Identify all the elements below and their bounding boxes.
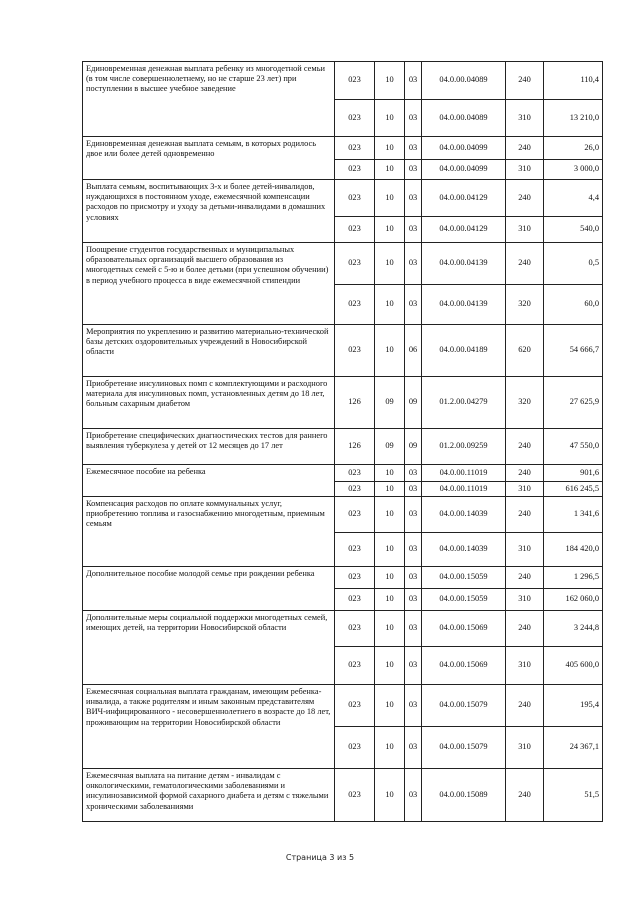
cell-sum: 51,5: [544, 769, 603, 822]
cell-podrazdel: 03: [405, 533, 422, 567]
cell-vedomstvo: 023: [335, 243, 375, 285]
table-row: [83, 325, 603, 377]
row-description-text: Ежемесячная выплата на питание детям - инвалидам с онкологическими, гематологическими заболеваниями и инсулинозависимой формой сахарного диабета и детям с тяжелыми хроническими заболеваниями: [86, 771, 329, 811]
row-description: Дополнительные меры социальной поддержки многодетных семей, имеющих детей, на территории Новосибирской области: [83, 611, 335, 685]
cell-razdel: 10: [375, 497, 405, 533]
cell-razdel: 10: [375, 482, 405, 497]
row-description: Компенсация расходов по оплате коммунальных услуг, приобретению топлива и газоснабжению многодетным, приемным семьям: [83, 497, 335, 567]
cell-vr: 240: [506, 769, 544, 822]
cell-vedomstvo: 023: [335, 611, 375, 647]
cell-podrazdel: 03: [405, 465, 422, 482]
cell-sum: 54 666,7: [544, 325, 603, 377]
cell-csr: 04.0.00.11019: [422, 482, 506, 497]
cell-vr: 240: [506, 497, 544, 533]
cell-razdel: 10: [375, 285, 405, 325]
cell-csr: 01.2.00.04279: [422, 377, 506, 429]
cell-csr: 04.0.00.15079: [422, 727, 506, 769]
row-description: Дополнительное пособие молодой семье при рождении ребенка: [83, 567, 335, 611]
cell-podrazdel: 03: [405, 727, 422, 769]
cell-vedomstvo: 023: [335, 589, 375, 611]
cell-sum: 13 210,0: [544, 100, 603, 137]
cell-csr: 04.0.00.11019: [422, 465, 506, 482]
cell-razdel: 09: [375, 429, 405, 465]
cell-sum: 3 000,0: [544, 160, 603, 180]
cell-sum: 162 060,0: [544, 589, 603, 611]
cell-csr: 04.0.00.04089: [422, 62, 506, 100]
cell-vr: 310: [506, 589, 544, 611]
row-description: Мероприятия по укреплению и развитию материально-технической базы детских оздоровительных учреждений в Новосибирской области: [83, 325, 335, 377]
cell-podrazdel: 09: [405, 429, 422, 465]
cell-vr: 240: [506, 62, 544, 100]
cell-podrazdel: 03: [405, 611, 422, 647]
table-row: [83, 180, 603, 217]
cell-podrazdel: 03: [405, 217, 422, 243]
cell-vedomstvo: 023: [335, 465, 375, 482]
table-row: [83, 769, 603, 822]
cell-csr: 04.0.00.15069: [422, 611, 506, 647]
table-row: [83, 567, 603, 589]
cell-vedomstvo: 023: [335, 533, 375, 567]
cell-vr: 240: [506, 180, 544, 217]
cell-vedomstvo: 023: [335, 137, 375, 160]
cell-vr: 240: [506, 465, 544, 482]
cell-sum: 110,4: [544, 62, 603, 100]
page-number-footer: Страница 3 из 5: [285, 853, 355, 862]
cell-podrazdel: 03: [405, 62, 422, 100]
cell-sum: 4,4: [544, 180, 603, 217]
cell-vr: 320: [506, 377, 544, 429]
table-row: [83, 377, 603, 429]
cell-sum: 901,6: [544, 465, 603, 482]
row-description: [83, 769, 335, 822]
cell-podrazdel: 03: [405, 769, 422, 822]
cell-vr: 320: [506, 285, 544, 325]
cell-vr: 310: [506, 217, 544, 243]
cell-razdel: 10: [375, 465, 405, 482]
cell-razdel: 10: [375, 769, 405, 822]
cell-csr: 04.0.00.15069: [422, 647, 506, 685]
cell-razdel: 10: [375, 243, 405, 285]
cell-vedomstvo: 023: [335, 685, 375, 727]
cell-sum: 3 244,8: [544, 611, 603, 647]
cell-vr: 310: [506, 727, 544, 769]
cell-podrazdel: 03: [405, 160, 422, 180]
cell-vedomstvo: 023: [335, 567, 375, 589]
cell-csr: 04.0.00.15089: [422, 769, 506, 822]
cell-csr: 04.0.00.04129: [422, 180, 506, 217]
cell-vedomstvo: 023: [335, 160, 375, 180]
cell-sum: 0,5: [544, 243, 603, 285]
budget-table-body: [83, 62, 603, 822]
cell-podrazdel: 03: [405, 647, 422, 685]
cell-podrazdel: 03: [405, 243, 422, 285]
cell-vedomstvo: 126: [335, 377, 375, 429]
row-description: Единовременная денежная выплата семьям, в которых родилось двое или более детей одновременно: [83, 137, 335, 180]
cell-vedomstvo: 126: [335, 429, 375, 465]
budget-table: [82, 61, 603, 822]
row-description: Выплата семьям, воспитывающих 3-х и более детей-инвалидов, нуждающихся в постоянном уходе, ежемесячной компенсации расходов по присмотру и уходу за детьми-инвалидами в домашних условиях: [83, 180, 335, 243]
cell-sum: 24 367,1: [544, 727, 603, 769]
cell-razdel: 10: [375, 589, 405, 611]
cell-razdel: 10: [375, 217, 405, 243]
cell-sum: 195,4: [544, 685, 603, 727]
table-row: [83, 137, 603, 160]
cell-vedomstvo: 023: [335, 325, 375, 377]
cell-razdel: 10: [375, 727, 405, 769]
cell-podrazdel: 03: [405, 482, 422, 497]
cell-razdel: 10: [375, 685, 405, 727]
cell-csr: 04.0.00.04139: [422, 285, 506, 325]
cell-sum: 540,0: [544, 217, 603, 243]
cell-vedomstvo: 023: [335, 482, 375, 497]
cell-sum: 405 600,0: [544, 647, 603, 685]
cell-csr: 04.0.00.15059: [422, 567, 506, 589]
cell-podrazdel: 06: [405, 325, 422, 377]
table-row: [83, 243, 603, 285]
cell-vr: 240: [506, 429, 544, 465]
row-description: Ежемесячная социальная выплата гражданам, имеющим ребенка-инвалида, а также родителям и иным законным представителям ВИЧ-инфицированного - несовершеннолетнего в возрасте до 18 лет, проживающим на территории Новосибирской области: [83, 685, 335, 769]
cell-csr: 04.0.00.15059: [422, 589, 506, 611]
cell-podrazdel: 03: [405, 180, 422, 217]
cell-csr: 04.0.00.04099: [422, 137, 506, 160]
cell-razdel: 10: [375, 137, 405, 160]
cell-podrazdel: 09: [405, 377, 422, 429]
cell-vedomstvo: 023: [335, 497, 375, 533]
cell-csr: 04.0.00.14039: [422, 497, 506, 533]
cell-csr: 04.0.00.04189: [422, 325, 506, 377]
cell-vedomstvo: 023: [335, 769, 375, 822]
cell-sum: 1 296,5: [544, 567, 603, 589]
cell-csr: 04.0.00.04099: [422, 160, 506, 180]
cell-vr: 240: [506, 137, 544, 160]
cell-csr: 04.0.00.04129: [422, 217, 506, 243]
table-row: [83, 465, 603, 482]
cell-vedomstvo: 023: [335, 727, 375, 769]
cell-razdel: 10: [375, 567, 405, 589]
cell-vedomstvo: 023: [335, 100, 375, 137]
cell-razdel: 10: [375, 180, 405, 217]
cell-vedomstvo: 023: [335, 62, 375, 100]
cell-razdel: 10: [375, 533, 405, 567]
cell-vr: 310: [506, 482, 544, 497]
cell-vr: 310: [506, 533, 544, 567]
cell-vr: 310: [506, 160, 544, 180]
row-description: Приобретение инсулиновых помп с комплектующими и расходного материала для инсулиновых помп, установленных детям до 18 лет, больным сахарным диабетом: [83, 377, 335, 429]
cell-razdel: 10: [375, 62, 405, 100]
cell-razdel: 10: [375, 611, 405, 647]
cell-sum: 27 625,9: [544, 377, 603, 429]
cell-csr: 04.0.00.14039: [422, 533, 506, 567]
cell-vr: 240: [506, 243, 544, 285]
cell-podrazdel: 03: [405, 100, 422, 137]
cell-vr: 310: [506, 647, 544, 685]
cell-csr: 04.0.00.15079: [422, 685, 506, 727]
cell-podrazdel: 03: [405, 685, 422, 727]
table-row: [83, 497, 603, 533]
cell-vr: 240: [506, 685, 544, 727]
cell-razdel: 10: [375, 325, 405, 377]
cell-podrazdel: 03: [405, 285, 422, 325]
table-row: [83, 429, 603, 465]
cell-vr: 240: [506, 611, 544, 647]
row-description: Приобретение специфических диагностических тестов для раннего выявления туберкулеза у детей от 12 месяцев до 17 лет: [83, 429, 335, 465]
cell-podrazdel: 03: [405, 567, 422, 589]
cell-csr: 01.2.00.09259: [422, 429, 506, 465]
cell-vedomstvo: 023: [335, 217, 375, 243]
cell-podrazdel: 03: [405, 589, 422, 611]
cell-razdel: 09: [375, 377, 405, 429]
row-description: Поощрение студентов государственных и муниципальных образовательных организаций высшего образования из многодетных семей с 5-ю и более детьми (при успешном обучении) в период учебного процесса в виде ежемесячной стипендии: [83, 243, 335, 325]
row-description: Единовременная денежная выплата ребенку из многодетной семьи (в том числе совершеннолетнему, но не старше 23 лет) при поступлении в высшее учебное заведение: [83, 62, 335, 137]
cell-vr: 240: [506, 567, 544, 589]
cell-vedomstvo: 023: [335, 285, 375, 325]
table-row: [83, 685, 603, 727]
cell-razdel: 10: [375, 100, 405, 137]
cell-sum: 616 245,5: [544, 482, 603, 497]
cell-csr: 04.0.00.04089: [422, 100, 506, 137]
cell-vedomstvo: 023: [335, 180, 375, 217]
cell-sum: 184 420,0: [544, 533, 603, 567]
table-row: [83, 62, 603, 100]
cell-podrazdel: 03: [405, 497, 422, 533]
cell-sum: 26,0: [544, 137, 603, 160]
cell-vedomstvo: 023: [335, 647, 375, 685]
cell-vr: 310: [506, 100, 544, 137]
row-description: Ежемесячное пособие на ребенка: [83, 465, 335, 497]
cell-csr: 04.0.00.04139: [422, 243, 506, 285]
cell-sum: 47 550,0: [544, 429, 603, 465]
cell-razdel: 10: [375, 160, 405, 180]
cell-razdel: 10: [375, 647, 405, 685]
table-row: [83, 611, 603, 647]
cell-sum: 1 341,6: [544, 497, 603, 533]
cell-sum: 60,0: [544, 285, 603, 325]
cell-vr: 620: [506, 325, 544, 377]
cell-podrazdel: 03: [405, 137, 422, 160]
